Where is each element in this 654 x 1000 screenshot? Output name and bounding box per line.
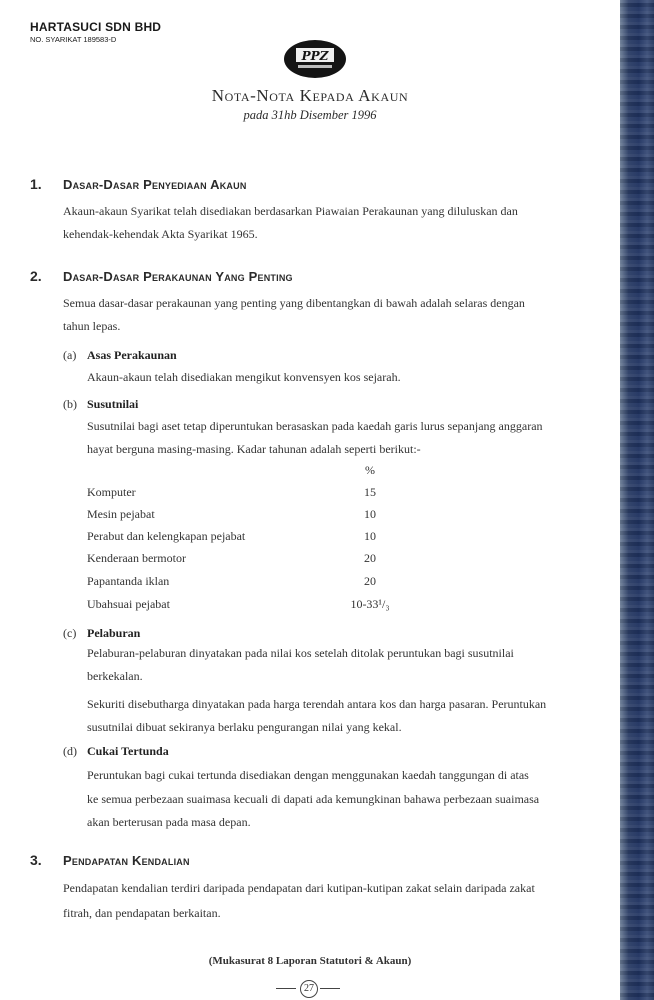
item-c-text-line-2: berkekalan. — [87, 669, 143, 683]
section-1-heading: Dasar-Dasar Penyediaan Akaun — [63, 177, 247, 192]
item-d-text-line-3: akan berterusan pada masa depan. — [87, 815, 251, 829]
section-3-text-line-1: Pendapatan kendalian terdiri daripada pendapatan dari kutipan-kutipan zakat selain daripada zakat — [63, 881, 535, 895]
section-1-text-line-1: Akaun-akaun Syarikat telah disediakan berdasarkan Piawaian Perakaunan yang diluluskan dan — [63, 204, 518, 218]
item-a-text: Akaun-akaun telah disediakan mengikut konvensyen kos sejarah. — [87, 370, 401, 384]
rate-name: Ubahsuai pejabat — [87, 597, 170, 611]
logo-lettering: PPZ — [301, 49, 329, 63]
company-name: HARTASUCI SDN BHD — [30, 20, 162, 34]
ppz-logo — [284, 40, 346, 78]
section-2-number: 2. — [30, 268, 42, 284]
rate-value: 20 — [364, 551, 376, 565]
item-c-text-line-3: Sekuriti disebutharga dinyatakan pada harga terendah antara kos dan harga pasaran. Peruntukan — [87, 697, 547, 711]
rate-value: 15 — [364, 485, 376, 499]
rate-name: Perabut dan kelengkapan pejabat — [87, 529, 246, 543]
section-3-text-line-2: fitrah, dan pendapatan berkaitan. — [63, 906, 221, 920]
rates-unit-header: % — [365, 463, 375, 477]
rate-value: 10 — [364, 529, 376, 543]
item-a-letter: (a) — [63, 348, 77, 362]
rate-value: 10-33¹/₃ — [350, 597, 390, 611]
section-2-intro-line-2: tahun lepas. — [63, 319, 121, 333]
section-3-heading: Pendapatan Kendalian — [63, 853, 190, 868]
page-footer: (Mukasurat 8 Laporan Statutori & Akaun) — [208, 955, 412, 967]
item-d-title: Cukai Tertunda — [87, 744, 169, 758]
item-c-text-line-4: susutnilai dibuat sekiranya berlaku pengurangan nilai yang kekal. — [87, 720, 402, 734]
section-2-heading: Dasar-Dasar Perakaunan Yang Penting — [63, 269, 293, 284]
section-1-number: 1. — [30, 176, 42, 192]
item-a-title: Asas Perakaunan — [87, 348, 177, 362]
page-number: 27 — [300, 980, 318, 998]
page-number-rule-left — [276, 988, 296, 989]
item-b-letter: (b) — [63, 397, 77, 411]
rate-name: Kenderaan bermotor — [87, 551, 186, 565]
page-number-badge — [276, 980, 346, 996]
item-d-text-line-2: ke semua perbezaan suaimasa kecuali di dapati ada kemungkinan bahawa perbezaan suaimasa — [87, 792, 540, 806]
item-c-title: Pelaburan — [87, 626, 141, 640]
section-1-text-line-2: kehendak-kehendak Akta Syarikat 1965. — [63, 227, 258, 241]
item-d-letter: (d) — [63, 744, 77, 758]
item-c-letter: (c) — [63, 626, 77, 640]
section-2-intro-line-1: Semua dasar-dasar perakaunan yang penting yang dibentangkan di bawah adalah selaras dengan — [63, 296, 525, 310]
item-d-text-line-1: Peruntukan bagi cukai tertunda disediakan dengan menggunakan kaedah tanggungan di atas — [87, 768, 529, 782]
page-number-rule-right — [320, 988, 340, 989]
item-b-title: Susutnilai — [87, 397, 139, 411]
rate-value: 20 — [364, 574, 376, 588]
page-edge-strip — [620, 0, 654, 1000]
section-3-number: 3. — [30, 852, 42, 868]
rate-name: Komputer — [87, 485, 136, 499]
page-subtitle: pada 31hb Disember 1996 — [243, 108, 377, 122]
rate-name: Mesin pejabat — [87, 507, 155, 521]
company-header — [30, 20, 161, 44]
item-b-text-line-1: Susutnilai bagi aset tetap diperuntukan berasaskan pada kaedah garis lurus sepanjang anggaran — [87, 419, 543, 433]
ppz-logo-icon — [284, 40, 346, 78]
rate-value: 10 — [364, 507, 376, 521]
rate-name: Papantanda iklan — [87, 574, 170, 588]
company-reg-no: NO. SYARIKAT 189583-D — [30, 35, 117, 44]
item-b-text-line-2: hayat berguna masing-masing. Kadar tahunan adalah seperti berikut:- — [87, 442, 421, 456]
page-title: Nota-Nota Kepada Akaun — [211, 86, 409, 105]
item-c-text-line-1: Pelaburan-pelaburan dinyatakan pada nilai kos setelah ditolak peruntukan bagi susutnilai — [87, 646, 514, 660]
